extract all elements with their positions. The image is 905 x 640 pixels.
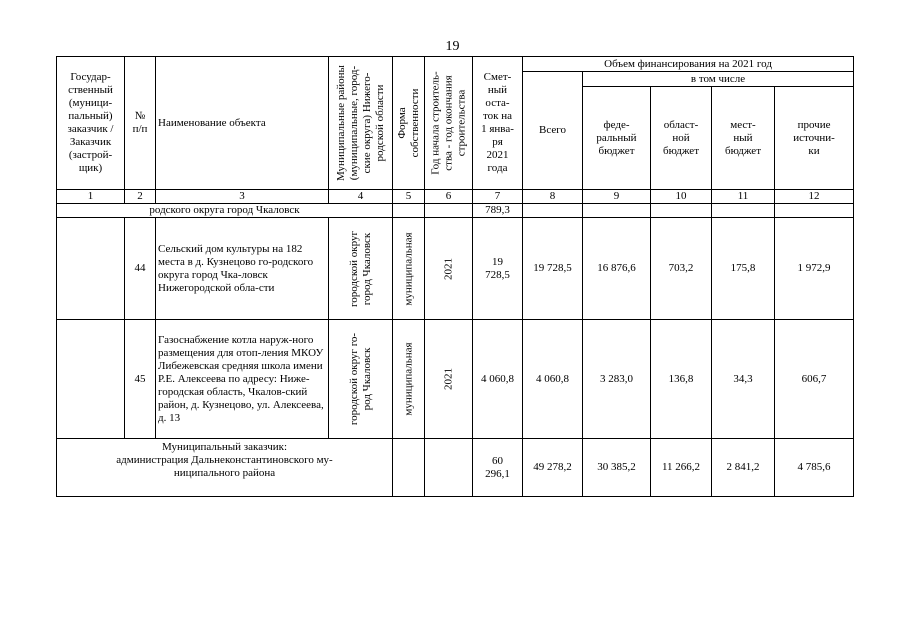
row-local: 175,8 [712, 218, 775, 320]
row-estimate: 19 728,5 [473, 218, 523, 320]
group-label: родского округа город Чкаловск [57, 204, 393, 218]
column-index: 3 [156, 190, 329, 204]
row-years: 2021 [425, 218, 473, 320]
row-local: 34,3 [712, 320, 775, 439]
header-customer: Государ- ственный (муници- пальный) заказчик / Заказчик (застрой- щик) [57, 57, 125, 190]
column-index: 5 [393, 190, 425, 204]
header-years: Год начала строитель-ства - год окончания строительства [425, 57, 473, 190]
header-local: мест- ный бюджет [712, 87, 775, 190]
total-label: Муниципальный заказчик: администрация Дальнеконстантиновского му- ниципального района [57, 439, 393, 497]
column-index: 7 [473, 190, 523, 204]
header-federal: феде- ральный бюджет [583, 87, 651, 190]
row-other: 1 972,9 [775, 218, 854, 320]
total-row [57, 439, 854, 497]
row-num: 44 [125, 218, 156, 320]
header-district: Муниципальные районы (муниципальные, город-ские округа) Нижего-родской области [329, 57, 393, 190]
header-num: № п/п [125, 57, 156, 190]
table-row [57, 320, 854, 439]
row-name: Газоснабжение котла наруж-ного размещения для отоп-ления МКОУ Либежевская средняя школа имени Р.Е. Алексеева по адресу: Ниже-городская область, Чкалов-ский район, д. Кузнецово, ул. Алексеева, д. 13 [156, 320, 329, 439]
column-index: 11 [712, 190, 775, 204]
group-row [57, 204, 854, 218]
row-regional: 136,8 [651, 320, 712, 439]
row-total: 4 060,8 [523, 320, 583, 439]
row-federal: 3 283,0 [583, 320, 651, 439]
group-estimate: 789,3 [473, 204, 523, 218]
page-number: 19 [445, 39, 460, 54]
row-ownership: муниципальная [393, 320, 425, 439]
row-ownership: муниципальная [393, 218, 425, 320]
table-row [57, 218, 854, 320]
header-name: Наименование объекта [156, 57, 329, 190]
row-district: городской округ город Чкаловск [329, 218, 393, 320]
header-funding: Объем финансирования на 2021 год [523, 57, 854, 72]
total-estimate: 60 296,1 [473, 439, 523, 497]
financing-table [56, 56, 854, 497]
row-district: городской округ го-род Чкаловск [329, 320, 393, 439]
header-regional: област- ной бюджет [651, 87, 712, 190]
column-index: 10 [651, 190, 712, 204]
column-index: 1 [57, 190, 125, 204]
column-index: 8 [523, 190, 583, 204]
row-other: 606,7 [775, 320, 854, 439]
header-other: прочие источни- ки [775, 87, 854, 190]
total-federal: 30 385,2 [583, 439, 651, 497]
total-other: 4 785,6 [775, 439, 854, 497]
total-local: 2 841,2 [712, 439, 775, 497]
header-total: Всего [523, 72, 583, 190]
header-ownership: Форма собственности [393, 57, 425, 190]
column-index: 6 [425, 190, 473, 204]
header-including: в том числе [583, 72, 854, 87]
column-index: 2 [125, 190, 156, 204]
column-index-row [57, 190, 854, 204]
row-name: Сельский дом культуры на 182 места в д. Кузнецово го-родского округа город Чка-ловск Нижегородской обла-сти [156, 218, 329, 320]
row-regional: 703,2 [651, 218, 712, 320]
header-estimate: Смет- ный оста- ток на 1 янва- ря 2021 года [473, 57, 523, 190]
total-regional: 11 266,2 [651, 439, 712, 497]
row-federal: 16 876,6 [583, 218, 651, 320]
row-years: 2021 [425, 320, 473, 439]
column-index: 12 [775, 190, 854, 204]
row-total: 19 728,5 [523, 218, 583, 320]
row-estimate: 4 060,8 [473, 320, 523, 439]
column-index: 9 [583, 190, 651, 204]
row-num: 45 [125, 320, 156, 439]
total-total: 49 278,2 [523, 439, 583, 497]
column-index: 4 [329, 190, 393, 204]
